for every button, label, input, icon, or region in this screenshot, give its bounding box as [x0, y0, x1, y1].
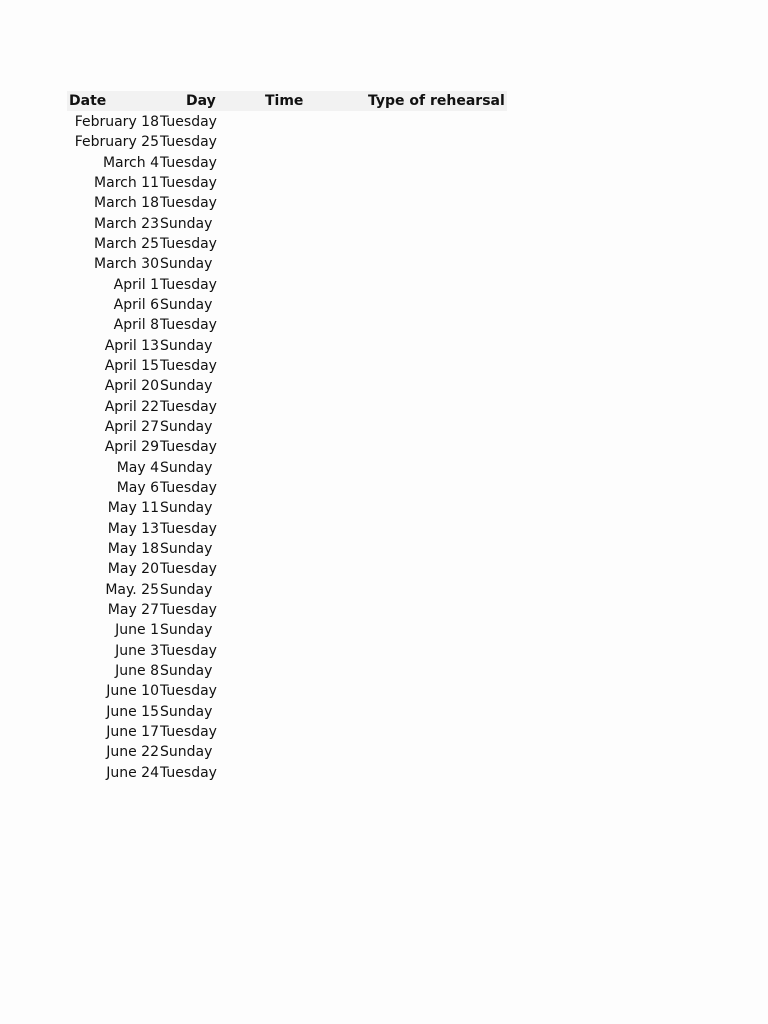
cell-day: Sunday: [160, 703, 213, 720]
table-row: [67, 580, 507, 600]
header-date: Date: [69, 93, 107, 109]
cell-date: May 11: [107, 500, 159, 517]
cell-date: April 27: [104, 419, 159, 436]
cell-date: April 20: [104, 378, 159, 395]
cell-date: February 25: [74, 134, 159, 151]
cell-day: Tuesday: [160, 317, 217, 334]
table-row: [67, 437, 507, 457]
table-row: [67, 315, 507, 335]
table-row: [67, 763, 507, 783]
table-row: [67, 295, 507, 315]
cell-date: June 17: [106, 724, 159, 740]
table-row: [67, 478, 507, 498]
table-row: [67, 275, 507, 295]
cell-date: May 20: [107, 561, 159, 578]
table-row: [67, 397, 507, 417]
cell-day: Tuesday: [160, 195, 217, 212]
cell-date: June 10: [106, 683, 159, 700]
table-row: [67, 214, 507, 234]
table-row: [67, 153, 507, 173]
cell-date: June 15: [106, 703, 159, 720]
cell-day: Tuesday: [160, 236, 217, 253]
cell-day: Tuesday: [160, 358, 217, 375]
table-row: [67, 519, 507, 539]
table-body: [67, 112, 507, 783]
cell-day: Tuesday: [160, 602, 217, 619]
cell-day: Tuesday: [160, 724, 217, 740]
cell-day: Tuesday: [160, 683, 217, 700]
cell-date: February 18: [74, 114, 159, 131]
table-row: [67, 193, 507, 213]
cell-day: Sunday: [160, 622, 213, 639]
table-row: [67, 681, 507, 701]
table-row: [67, 620, 507, 640]
cell-day: Sunday: [160, 581, 213, 598]
cell-day: Sunday: [160, 541, 213, 558]
cell-date: April 1: [113, 276, 159, 293]
cell-date: May 6: [116, 480, 159, 497]
cell-day: Sunday: [160, 744, 213, 761]
cell-day: Tuesday: [160, 276, 217, 293]
table-header-row: [67, 91, 507, 111]
cell-day: Sunday: [160, 419, 213, 436]
cell-day: Tuesday: [160, 480, 217, 497]
cell-day: Sunday: [160, 256, 213, 273]
rehearsal-schedule-table: [67, 91, 507, 783]
cell-date: April 8: [113, 317, 159, 334]
cell-date: April 6: [113, 297, 159, 314]
cell-date: April 13: [104, 337, 159, 354]
table-row: [67, 722, 507, 742]
table-row: [67, 742, 507, 762]
cell-day: Tuesday: [160, 398, 217, 415]
cell-date: May 4: [116, 459, 159, 476]
cell-date: May. 25: [105, 581, 159, 598]
cell-date: June 22: [106, 744, 159, 761]
cell-day: Tuesday: [160, 642, 217, 659]
table-row: [67, 234, 507, 254]
header-day: Day: [186, 93, 216, 109]
cell-day: Tuesday: [160, 764, 217, 781]
cell-date: May 18: [107, 541, 159, 558]
table-row: [67, 173, 507, 193]
cell-date: June 8: [115, 663, 159, 680]
cell-date: March 23: [94, 215, 159, 232]
cell-date: June 1: [115, 622, 159, 639]
table-row: [67, 336, 507, 356]
table-row: [67, 356, 507, 376]
cell-date: April 22: [104, 398, 159, 415]
cell-day: Tuesday: [160, 561, 217, 578]
cell-day: Sunday: [160, 215, 213, 232]
cell-day: Sunday: [160, 378, 213, 395]
table-row: [67, 641, 507, 661]
cell-day: Tuesday: [160, 520, 217, 537]
cell-day: Tuesday: [160, 154, 217, 171]
cell-date: May 27: [107, 602, 159, 619]
table-row: [67, 702, 507, 722]
table-row: [67, 661, 507, 681]
table-row: [67, 559, 507, 579]
table-row: [67, 132, 507, 152]
cell-date: April 29: [104, 439, 159, 456]
cell-date: March 11: [94, 175, 159, 192]
header-time: Time: [265, 93, 304, 109]
cell-date: March 25: [94, 236, 159, 253]
cell-day: Sunday: [160, 500, 213, 517]
table-row: [67, 254, 507, 274]
cell-date: March 18: [94, 195, 159, 212]
cell-date: March 4: [102, 154, 159, 171]
cell-date: April 15: [104, 358, 159, 375]
table-row: [67, 600, 507, 620]
cell-date: June 24: [106, 764, 159, 781]
table-row: [67, 376, 507, 396]
cell-date: June 3: [115, 642, 159, 659]
cell-day: Tuesday: [160, 175, 217, 192]
table-row: [67, 539, 507, 559]
cell-day: Tuesday: [160, 114, 217, 131]
header-type-of-rehearsal: Type of rehearsal: [368, 93, 505, 109]
cell-day: Sunday: [160, 459, 213, 476]
table-row: [67, 498, 507, 518]
cell-date: May 13: [107, 520, 159, 537]
table-row: [67, 417, 507, 437]
table-row: [67, 112, 507, 132]
cell-day: Tuesday: [160, 439, 217, 456]
table-row: [67, 458, 507, 478]
cell-day: Sunday: [160, 337, 213, 354]
cell-day: Sunday: [160, 663, 213, 680]
cell-date: March 30: [94, 256, 159, 273]
cell-day: Sunday: [160, 297, 213, 314]
cell-day: Tuesday: [160, 134, 217, 151]
